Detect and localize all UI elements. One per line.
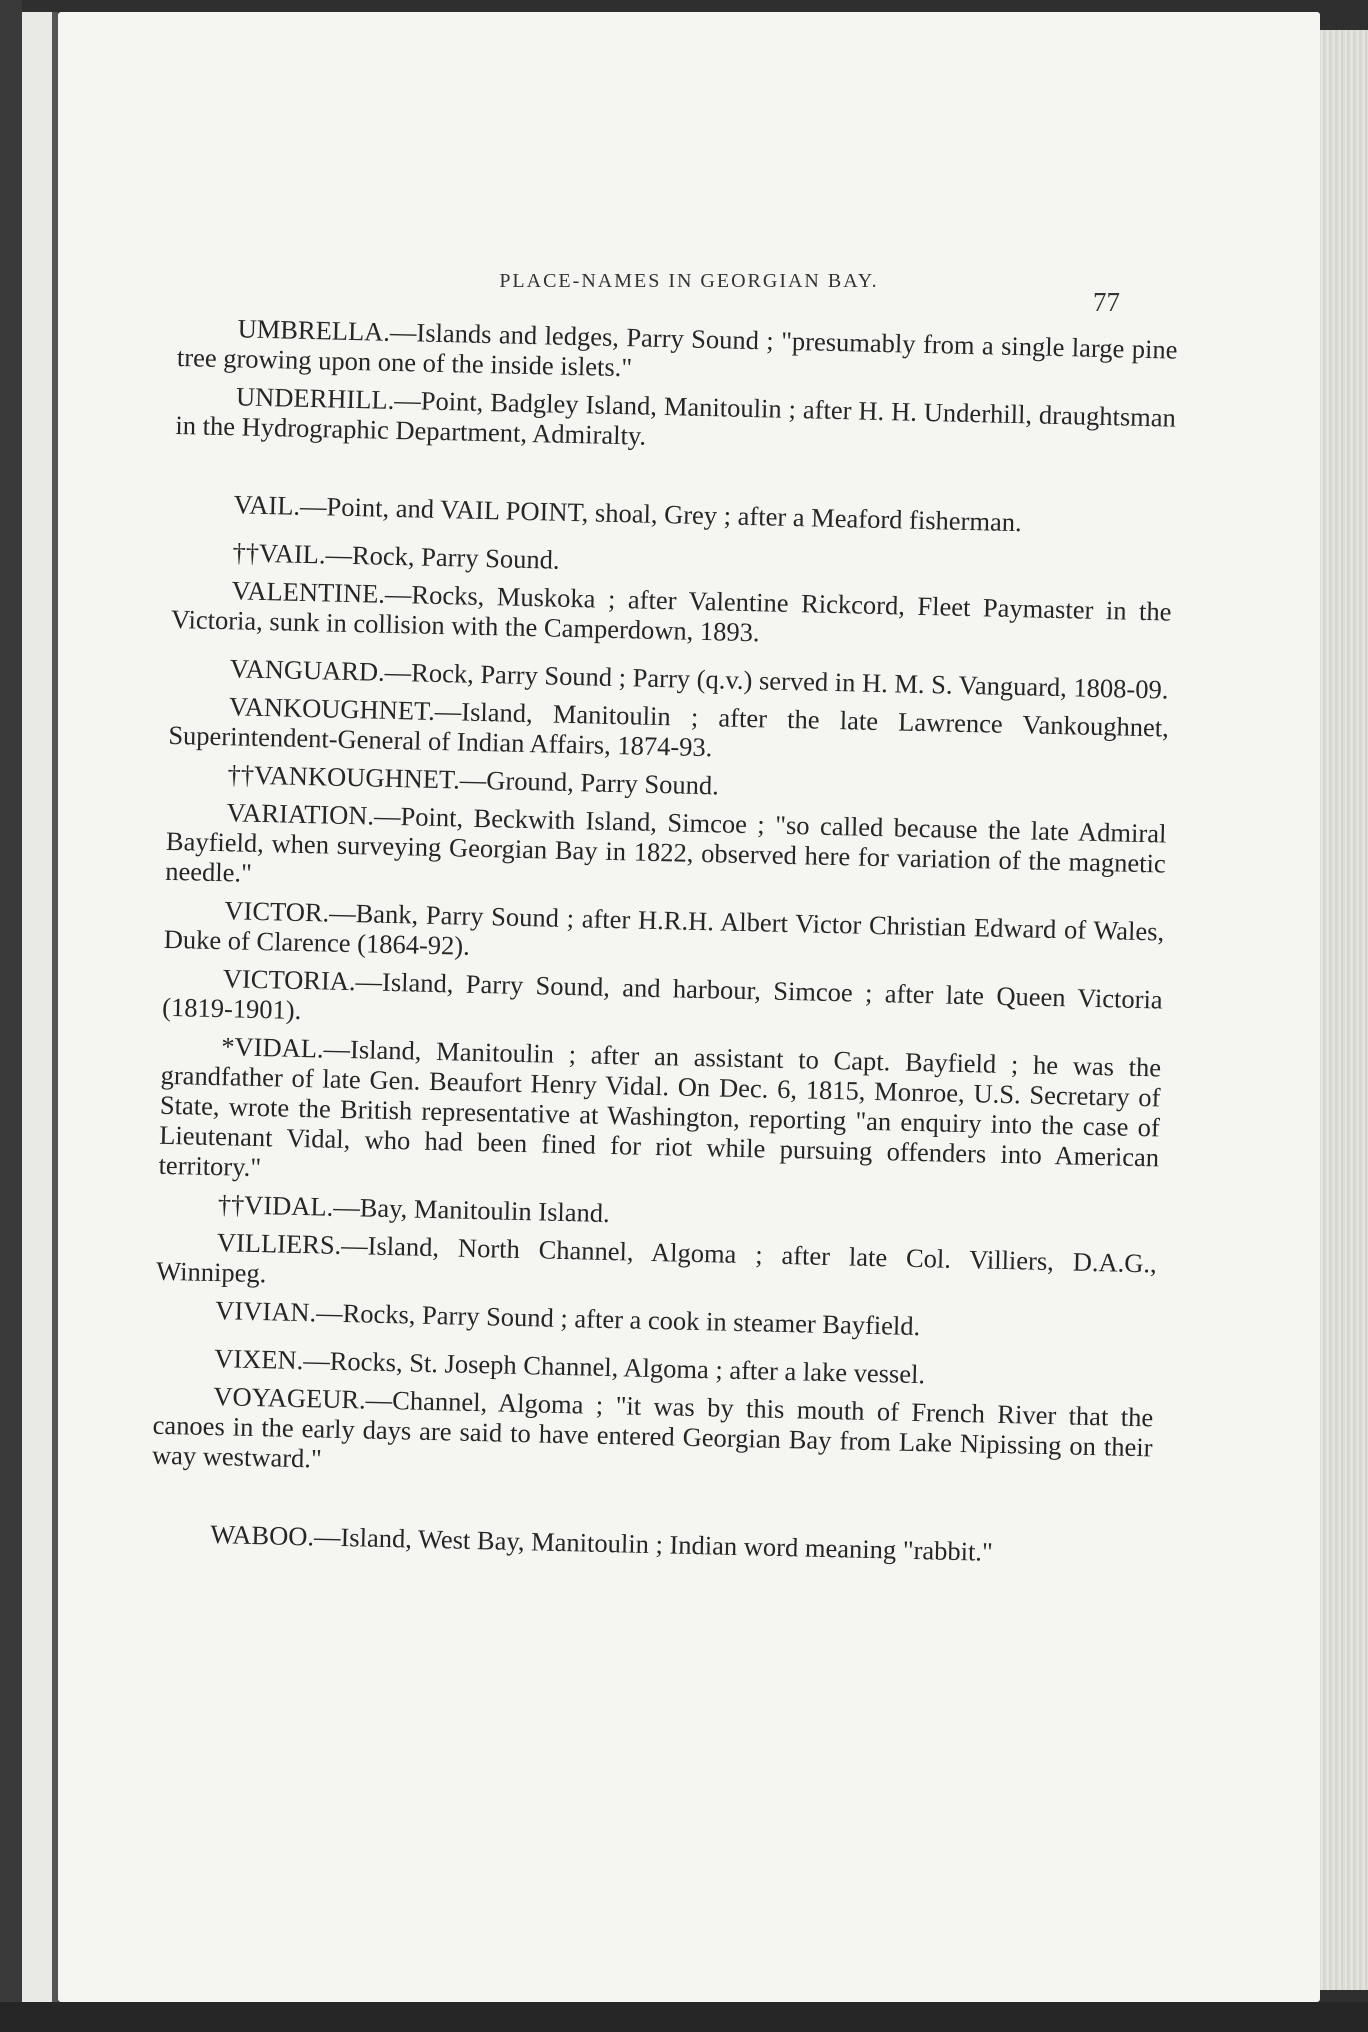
entry-waboo: WABOO.—Island, West Bay, Manitoulin ; Indian word meaning "rabbit."	[209, 1519, 994, 1567]
running-header: PLACE-NAMES IN GEORGIAN BAY.	[499, 270, 879, 292]
entry-umbrella: UMBRELLA.—Islands and ledges, Parry Sound ; "presumably from a single large pine tree growing upon one of the inside islets."	[176, 313, 1178, 383]
entry-vankoughnet: VANKOUGHNET.—Island, Manitoulin ; after the late Lawrence Vankoughnet, Superintendent-General of Indian Affairs, 1874-93.	[168, 691, 1170, 763]
entry-valentine: VALENTINE.—Rocks, Muskoka ; after Valentine Rickcord, Fleet Paymaster in the Victoria, sunk in collision with the Camperdown, 1893.	[170, 575, 1172, 648]
entry-victor: VICTOR.—Bank, Parry Sound ; after H.R.H. Albert Victor Christian Edward of Wales, Duke of Clarence (1864-92).	[163, 895, 1165, 961]
entry-vivian: VIVIAN.—Rocks, Parry Sound ; after a cook in steamer Bayfield.	[215, 1295, 921, 1342]
entries-body	[150, 312, 1178, 1578]
scan-left-border	[0, 0, 22, 2032]
page-number: 77	[1093, 287, 1120, 317]
book-page	[58, 12, 1320, 2002]
entry-variation: VARIATION.—Point, Beckwith Island, Simcoe ; "so called because the late Admiral Bayfield, when surveying Georgian Bay in 1822, observed here for variation of the magnetic needle."	[164, 797, 1167, 888]
entry-vidal: *VIDAL.—Island, Manitoulin ; after an assistant to Capt. Bayfield ; he was the grandfather of late Gen. Beaufort Henry Vidal. On Dec. 6, 1815, Monroe, U.S. Secretary of State, wrote the British representative at Washington, reporting "an enquiry into the case of Lieutenant Vidal, who had been fined for riot while pursuing offenders into American territory."	[158, 1031, 1162, 1183]
entry-vankoughnet-ground: ††VANKOUGHNET.—Ground, Parry Sound.	[227, 759, 720, 801]
entry-vidal-bay: ††VIDAL.—Bay, Manitoulin Island.	[217, 1189, 611, 1229]
entry-vail: VAIL.—Point, and VAIL POINT, shoal, Grey ; after a Meaford fisherman.	[233, 489, 1023, 538]
scan-bottom-border	[0, 2002, 1368, 2032]
entry-voyageur: VOYAGEUR.—Channel, Algoma ; "it was by this mouth of French River that the canoes in the early days are said to have entered Georgian Bay from Lake Nipissing on their way westward."	[151, 1381, 1154, 1474]
entry-vanguard: VANGUARD.—Rock, Parry Sound ; Parry (q.v.) served in H. M. S. Vanguard, 1808-09.	[229, 653, 1169, 705]
entry-villiers: VILLIERS.—Island, North Channel, Algoma ; after late Col. Villiers, D.A.G., Winnipeg.	[155, 1227, 1158, 1289]
entry-underhill: UNDERHILL.—Point, Badgley Island, Manitoulin ; after H. H. Underhill, draughtsman in the Hydrographic Department, Admiralty.	[175, 381, 1177, 451]
page-stack-edge	[1320, 30, 1368, 1990]
facing-page-edge	[22, 12, 58, 2002]
entry-vixen: VIXEN.—Rocks, St. Joseph Channel, Algoma ; after a lake vessel.	[213, 1343, 926, 1390]
entry-victoria: VICTORIA.—Island, Parry Sound, and harbour, Simcoe ; after late Queen Victoria (1819-1901).	[161, 963, 1163, 1025]
entry-vail-rock: ††VAIL.—Rock, Parry Sound.	[232, 537, 560, 575]
